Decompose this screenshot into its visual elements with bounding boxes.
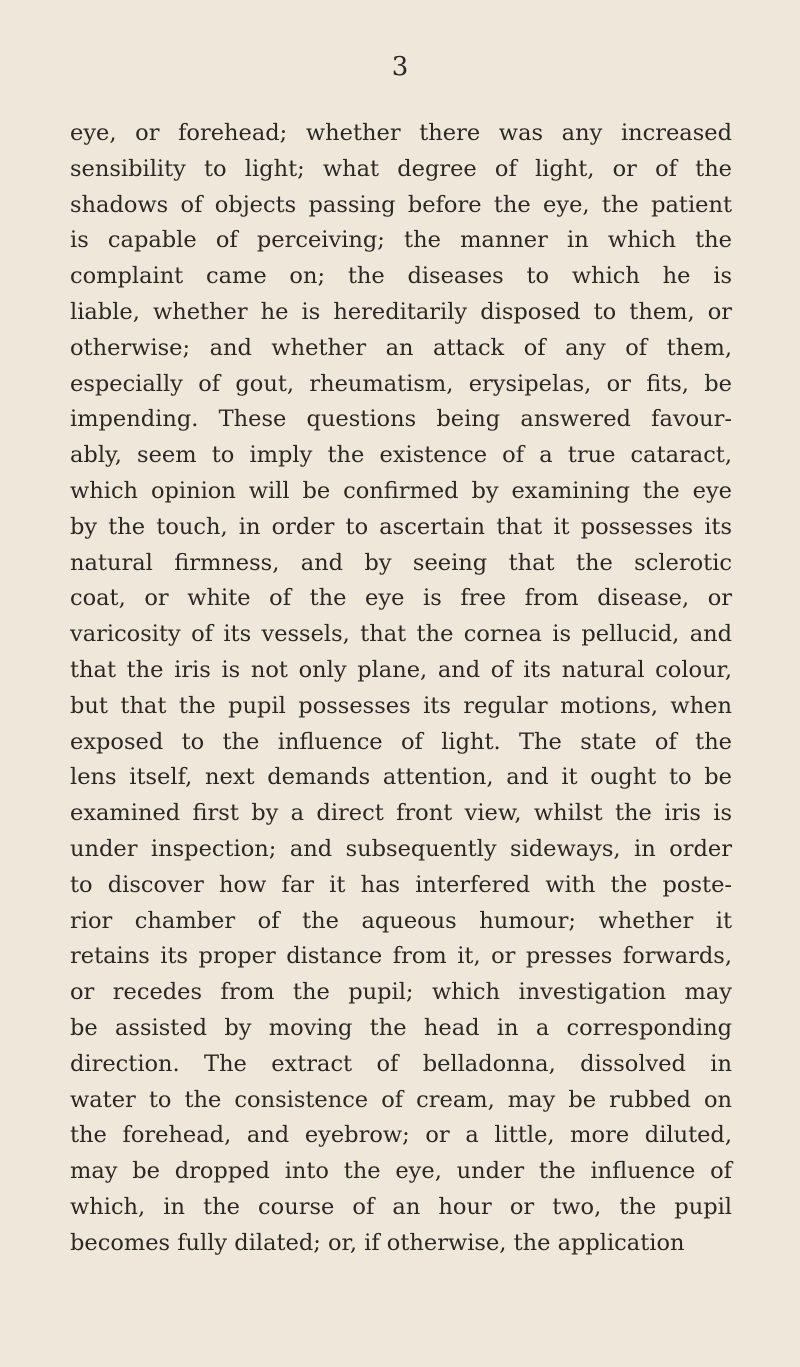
text-line: by the touch, in order to ascertain that it possesses its	[70, 513, 732, 540]
text-line: the forehead, and eyebrow; or a little, more diluted,	[70, 1122, 732, 1149]
text-line: that the iris is not only plane, and of its natural colour,	[70, 656, 732, 683]
text-line: retains its proper distance from it, or presses forwards,	[70, 943, 732, 970]
text-line: shadows of objects passing before the eye, the patient	[70, 191, 732, 218]
text-line: water to the consistence of cream, may be rubbed on	[70, 1086, 732, 1113]
text-line: natural firmness, and by seeing that the sclerotic	[70, 549, 732, 576]
text-line: which opinion will be confirmed by examining the eye	[70, 477, 732, 504]
text-line: impending. These questions being answered favour-	[70, 406, 732, 433]
text-line: to discover how far it has interfered with the poste-	[70, 871, 732, 898]
text-line: varicosity of its vessels, that the cornea is pellucid, and	[70, 621, 732, 648]
text-line: coat, or white of the eye is free from disease, or	[70, 585, 732, 612]
text-line: especially of gout, rheumatism, erysipelas, or fits, be	[70, 370, 732, 397]
text-line: eye, or forehead; whether there was any increased	[70, 120, 732, 146]
text-line: or recedes from the pupil; which investigation may	[70, 979, 732, 1006]
text-line: is capable of perceiving; the manner in which the	[70, 227, 732, 254]
text-line: direction. The extract of belladonna, dissolved in	[70, 1050, 732, 1077]
text-line: be assisted by moving the head in a corresponding	[70, 1014, 732, 1041]
text-line: becomes fully dilated; or, if otherwise, the application	[70, 1229, 685, 1256]
page-number: 3	[391, 52, 409, 82]
text-line: rior chamber of the aqueous humour; whether it	[70, 907, 732, 934]
text-line: may be dropped into the eye, under the influence of	[70, 1158, 732, 1185]
text-line: lens itself, next demands attention, and it ought to be	[70, 764, 732, 791]
text-line: but that the pupil possesses its regular motions, when	[70, 692, 732, 719]
text-line: under inspection; and subsequently sideways, in order	[70, 835, 732, 862]
text-line: sensibility to light; what degree of light, or of the	[70, 155, 732, 182]
text-line: ably, seem to imply the existence of a true cataract,	[70, 442, 732, 469]
text-line: otherwise; and whether an attack of any of them,	[70, 334, 732, 361]
text-line: which, in the course of an hour or two, the pupil	[70, 1193, 732, 1220]
body-text	[70, 116, 732, 1262]
text-line: liable, whether he is hereditarily disposed to them, or	[70, 298, 732, 325]
text-line: exposed to the influence of light. The state of the	[70, 728, 732, 755]
text-line: examined first by a direct front view, whilst the iris is	[70, 800, 732, 827]
text-line: complaint came on; the diseases to which he is	[70, 263, 732, 290]
